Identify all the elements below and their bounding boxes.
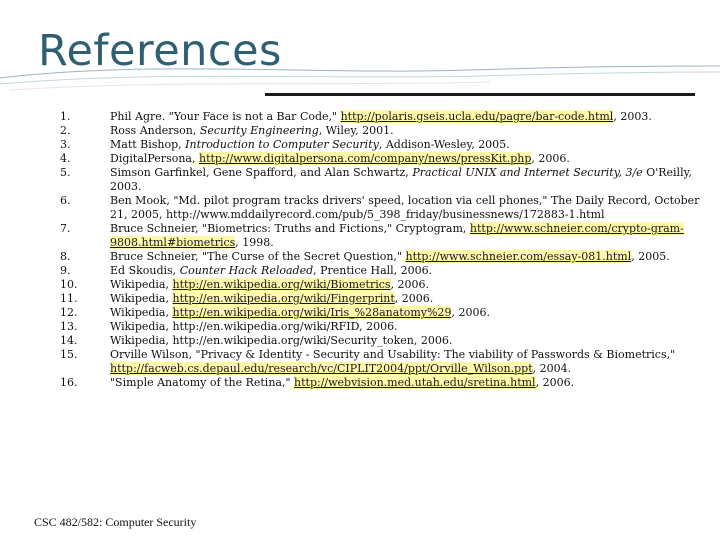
reference-text-segment: Phil Agre. "Your Face is not a Bar Code," [110, 110, 341, 123]
reference-item [60, 306, 700, 320]
reference-item [60, 250, 700, 264]
reference-link[interactable]: http://facweb.cs.depaul.edu/research/vc/CIPLIT2004/ppt/Orville_Wilson.ppt [110, 362, 533, 375]
reference-link[interactable]: http://en.wikipedia.org/wiki/Biometrics [172, 278, 391, 291]
slide-footer: CSC 482/582: Computer Security [34, 515, 197, 529]
reference-item [60, 334, 700, 348]
reference-text-segment: Ross Anderson, [110, 124, 200, 137]
reference-item [60, 194, 700, 222]
reference-number: 8. [60, 250, 71, 263]
reference-link[interactable]: http://www.digitalpersona.com/company/news/pressKit.php [198, 152, 532, 165]
reference-book-title: Introduction to Computer Security [185, 138, 379, 151]
reference-link[interactable]: http://polaris.gseis.ucla.edu/pagre/bar-code.html [340, 110, 614, 123]
reference-number: 16. [60, 376, 78, 389]
reference-text-segment: Bruce Schneier, "Biometrics: Truths and Fictions," Cryptogram, [110, 222, 470, 235]
reference-link[interactable]: http://en.wikipedia.org/wiki/Iris_%28anatomy%29 [172, 306, 452, 319]
reference-text-segment: , 2004. [532, 362, 572, 375]
reference-text-segment: , Prentice Hall, 2006. [313, 264, 433, 277]
reference-text-segment: Bruce Schneier, "The Curse of the Secret Question," [110, 250, 406, 263]
reference-number: 11. [60, 292, 78, 305]
title-area [0, 0, 720, 100]
reference-item [60, 222, 700, 250]
reference-text [110, 334, 700, 348]
reference-text [110, 320, 700, 334]
reference-item [60, 124, 700, 138]
reference-text-segment: , 1998. [235, 236, 274, 249]
reference-item [60, 264, 700, 278]
reference-text-segment: Wikipedia, [110, 278, 173, 291]
reference-text [110, 292, 700, 306]
reference-text-segment: Matt Bishop, [110, 138, 186, 151]
reference-number: 4. [60, 152, 71, 165]
reference-number: 7. [60, 222, 71, 235]
reference-number: 1. [60, 110, 71, 123]
reference-text [110, 222, 700, 250]
reference-text-segment: Simson Garfinkel, Gene Spafford, and Alan Schwartz, [110, 166, 413, 179]
reference-link[interactable]: http://webvision.med.utah.edu/sretina.html [294, 376, 536, 389]
reference-text [110, 124, 700, 138]
reference-item [60, 166, 700, 194]
reference-text-segment: DigitalPersona, [110, 152, 199, 165]
reference-item [60, 278, 700, 292]
reference-number: 5. [60, 166, 71, 179]
reference-text-segment: Wikipedia, http://en.wikipedia.org/wiki/RFID, 2006. [110, 320, 398, 333]
reference-list [60, 110, 700, 390]
reference-item [60, 292, 700, 306]
reference-text-segment: , 2006. [451, 306, 490, 319]
reference-text-segment: O'Reilly, 2003. [110, 166, 692, 193]
reference-number: 2. [60, 124, 71, 137]
reference-number: 3. [60, 138, 71, 151]
reference-number: 14. [60, 334, 78, 347]
reference-text-segment: , 2003. [613, 110, 652, 123]
reference-link[interactable]: http://en.wikipedia.org/wiki/Fingerprint [172, 292, 395, 305]
reference-item [60, 110, 700, 124]
reference-link[interactable]: http://www.schneier.com/essay-081.html [405, 250, 632, 263]
reference-link[interactable]: http://www.schneier.com/crypto-gram-9808.html#biometrics [110, 222, 684, 249]
reference-item [60, 348, 700, 376]
reference-text-segment: , 2005. [631, 250, 670, 263]
reference-text [110, 110, 700, 124]
reference-text [110, 376, 700, 390]
reference-text-segment: Ben Mook, "Md. pilot program tracks drivers' speed, location via cell phones," The Daily Record, October 21, 2005, http://www.mddailyrecord.com/pub/5_398_friday/businessnews/172883-1.html [110, 194, 700, 221]
reference-text-segment: Ed Skoudis, [110, 264, 180, 277]
reference-text [110, 264, 700, 278]
reference-text-segment: Wikipedia, [110, 306, 173, 319]
reference-text [110, 278, 700, 292]
reference-number: 15. [60, 348, 78, 361]
reference-number: 13. [60, 320, 78, 333]
reference-book-title: Practical UNIX and Internet Security, 3/e [412, 166, 643, 179]
reference-text-segment: Wikipedia, [110, 292, 173, 305]
slide-title: References [38, 26, 282, 76]
reference-text [110, 166, 700, 194]
reference-text-segment: "Simple Anatomy of the Retina," [110, 376, 295, 389]
reference-text [110, 250, 700, 264]
reference-item [60, 320, 700, 334]
reference-text-segment: Orville Wilson, "Privacy & Identity - Security and Usability: The viability of Passwords & Biometrics," [110, 348, 676, 361]
reference-text [110, 194, 700, 222]
reference-number: 6. [60, 194, 71, 207]
reference-text [110, 138, 700, 152]
reference-book-title: Security Engineering [199, 124, 319, 137]
reference-number: 9. [60, 264, 71, 277]
reference-text-segment: , 2006. [390, 278, 430, 291]
reference-book-title: Counter Hack Reloaded [179, 264, 314, 277]
reference-number: 12. [60, 306, 78, 319]
reference-item [60, 152, 700, 166]
reference-text-segment: Wikipedia, http://en.wikipedia.org/wiki/Security_token, 2006. [110, 334, 453, 347]
reference-number: 10. [60, 278, 78, 291]
reference-text-segment: , 2006. [535, 376, 575, 389]
reference-text [110, 152, 700, 166]
reference-item [60, 138, 700, 152]
reference-text [110, 348, 700, 376]
reference-text-segment: , Addison-Wesley, 2005. [378, 138, 510, 151]
reference-text [110, 306, 700, 320]
reference-item [60, 376, 700, 390]
reference-text-segment: , Wiley, 2001. [318, 124, 394, 137]
reference-text-segment: , 2006. [394, 292, 434, 305]
reference-text-segment: , 2006. [531, 152, 570, 165]
